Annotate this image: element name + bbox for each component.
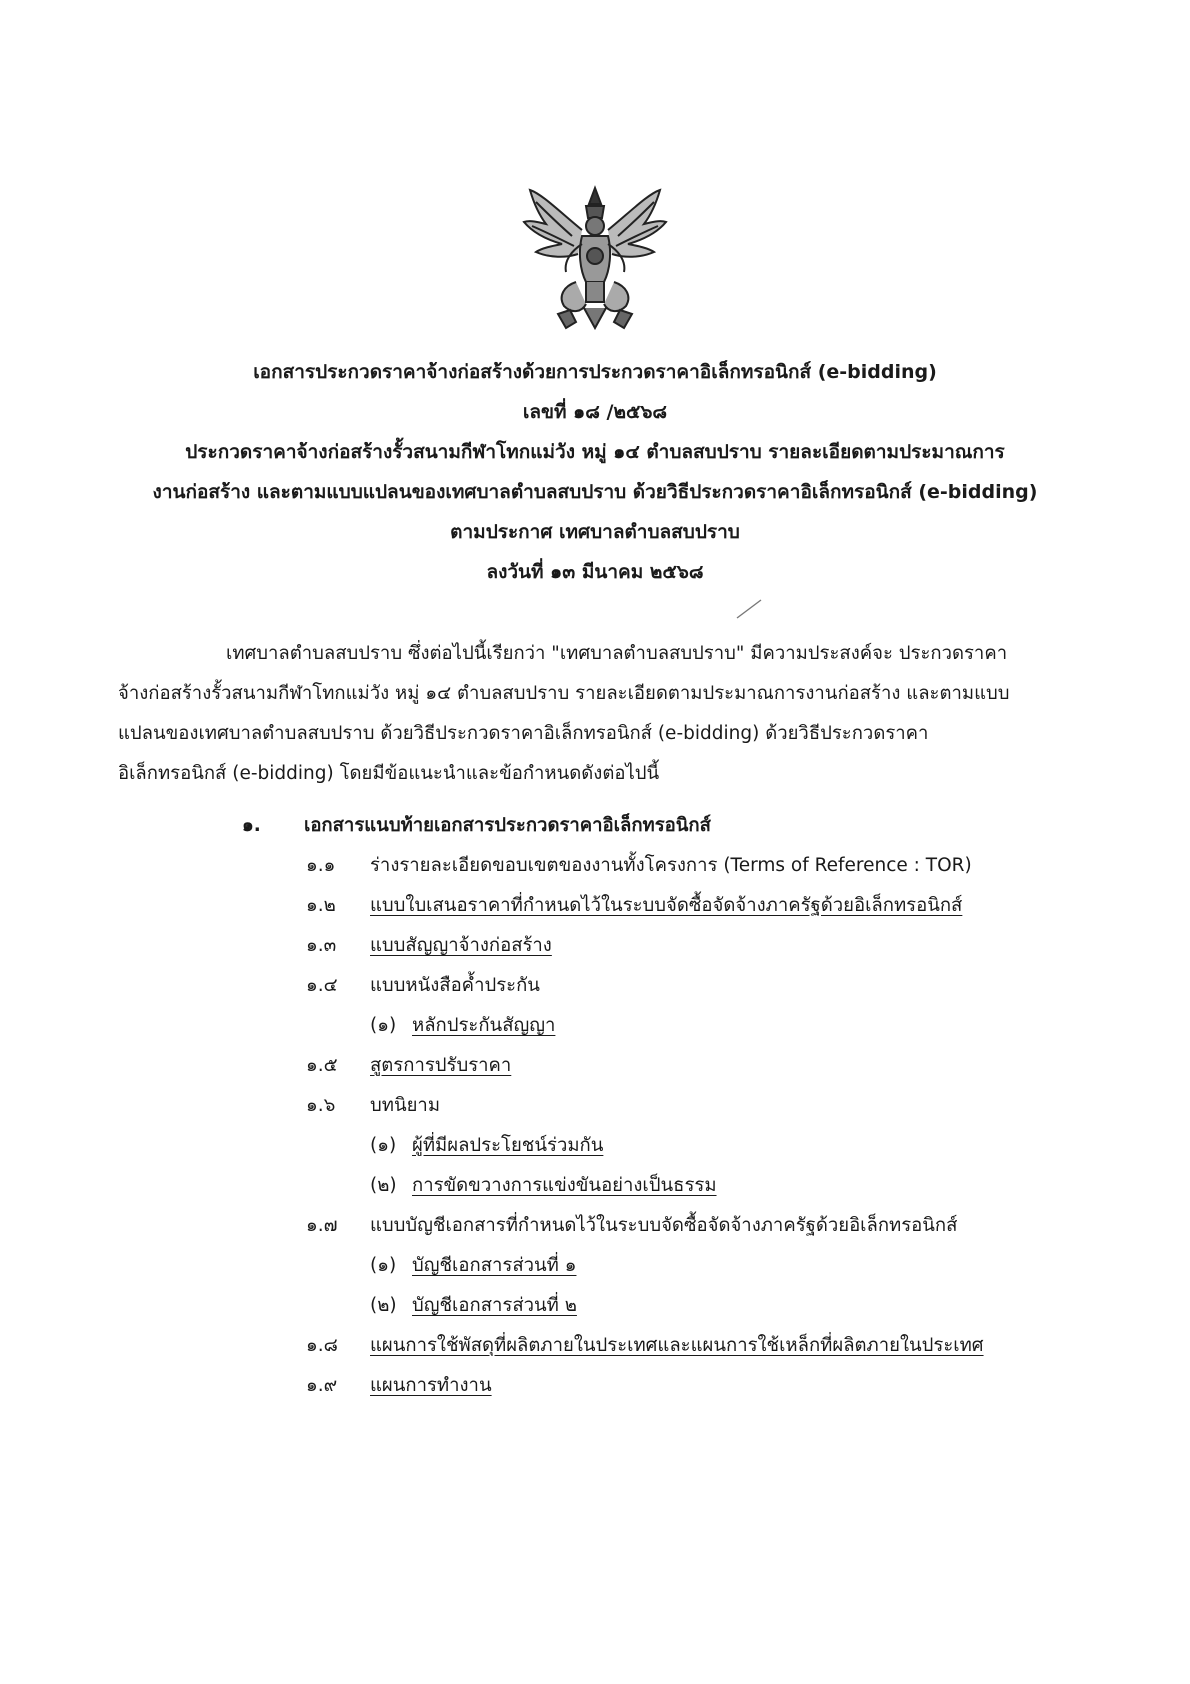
list-item-text: แบบหนังสือค้ำประกัน (370, 975, 540, 996)
list-item: ๑.๘ แผนการใช้พัสดุที่ผลิตภายในประเทศและแผนการใช้เหล็กที่ผลิตภายในประเทศ (306, 1335, 984, 1356)
list-item: ๑.๕ สูตรการปรับราคา (306, 1055, 512, 1076)
list-item-text: แบบบัญชีเอกสารที่กำหนดไว้ในระบบจัดซื้อจัดจ้างภาครัฐด้วยอิเล็กทรอนิกส์ (370, 1215, 958, 1236)
list-item-link[interactable]: หลักประกันสัญญา (412, 1015, 556, 1036)
section-1-number: ๑. (242, 815, 261, 836)
project-title-line-2: งานก่อสร้าง และตามแบบแปลนของเทศบาลตำบลสบปราบ ด้วยวิธีประกวดราคาอิเล็กทรอนิกส์ (e-bidding) (152, 481, 1038, 503)
list-item: ๑.๙ แผนการทำงาน (306, 1375, 492, 1396)
list-item: ๑.๒ แบบใบเสนอราคาที่กำหนดไว้ในระบบจัดซื้อจัดจ้างภาครัฐด้วยอิเล็กทรอนิกส์ (306, 895, 963, 916)
list-item: ๑.๔ แบบหนังสือค้ำประกัน (306, 975, 540, 996)
list-item-link[interactable]: สูตรการปรับราคา (370, 1055, 512, 1076)
list-item-link[interactable]: บัญชีเอกสารส่วนที่ ๒ (412, 1295, 577, 1316)
garuda-emblem-icon (520, 182, 670, 332)
document-number: เลขที่ ๑๘ /๒๕๖๘ (522, 401, 668, 423)
list-item-text: ร่างรายละเอียดขอบเขตของงานทั้งโครงการ (Terms of Reference : TOR) (370, 855, 972, 876)
announcement-reference: ตามประกาศ เทศบาลตำบลสบปราบ (450, 521, 740, 543)
list-subitem: (๑) ผู้ที่มีผลประโยชน์ร่วมกัน (370, 1135, 604, 1156)
intro-line-4: อิเล็กทรอนิกส์ (e-bidding) โดยมีข้อแนะนำและข้อกำหนดดังต่อไปนี้ (118, 763, 660, 784)
list-item: ๑.๑ ร่างรายละเอียดขอบเขตของงานทั้งโครงการ (Terms of Reference : TOR) (306, 855, 972, 876)
section-1-title: เอกสารแนบท้ายเอกสารประกวดราคาอิเล็กทรอนิกส์ (304, 815, 711, 836)
list-subitem: (๒) บัญชีเอกสารส่วนที่ ๒ (370, 1295, 577, 1316)
list-item-link[interactable]: การขัดขวางการแข่งขันอย่างเป็นธรรม (412, 1175, 717, 1196)
intro-line-3: แปลนของเทศบาลตำบลสบปราบ ด้วยวิธีประกวดราคาอิเล็กทรอนิกส์ (e-bidding) ด้วยวิธีประกวดราคา (118, 723, 929, 744)
list-subitem: (๑) บัญชีเอกสารส่วนที่ ๑ (370, 1255, 577, 1276)
document-title: เอกสารประกวดราคาจ้างก่อสร้างด้วยการประกวดราคาอิเล็กทรอนิกส์ (e-bidding) (253, 361, 937, 383)
section-1-heading (242, 806, 711, 846)
list-item: ๑.๗ แบบบัญชีเอกสารที่กำหนดไว้ในระบบจัดซื้อจัดจ้างภาครัฐด้วยอิเล็กทรอนิกส์ (306, 1215, 958, 1236)
project-title-line-1: ประกวดราคาจ้างก่อสร้างรั้วสนามกีฬาโทกแม่วัง หมู่ ๑๔ ตำบลสบปราบ รายละเอียดตามประมาณการ (185, 441, 1005, 463)
list-item: ๑.๓ แบบสัญญาจ้างก่อสร้าง (306, 935, 552, 956)
list-item-link[interactable]: แผนการใช้พัสดุที่ผลิตภายในประเทศและแผนการใช้เหล็กที่ผลิตภายในประเทศ (370, 1335, 984, 1356)
list-item-link[interactable]: ผู้ที่มีผลประโยชน์ร่วมกัน (412, 1135, 604, 1156)
intro-line-2: จ้างก่อสร้างรั้วสนามกีฬาโทกแม่วัง หมู่ ๑๔ ตำบลสบปราบ รายละเอียดตามประมาณการงานก่อสร้าง และตามแบบ (118, 683, 1010, 704)
list-item-text: บทนิยาม (370, 1095, 441, 1116)
list-item-link[interactable]: แผนการทำงาน (370, 1375, 492, 1396)
document-header (100, 352, 1090, 592)
intro-paragraph (118, 634, 1078, 794)
list-subitem: (๑) หลักประกันสัญญา (370, 1015, 556, 1036)
list-item: ๑.๖ บทนิยาม (306, 1095, 441, 1116)
pen-tick-mark-icon (735, 598, 763, 620)
list-item-link[interactable]: บัญชีเอกสารส่วนที่ ๑ (412, 1255, 577, 1276)
list-item-link[interactable]: แบบใบเสนอราคาที่กำหนดไว้ในระบบจัดซื้อจัดจ้างภาครัฐด้วยอิเล็กทรอนิกส์ (370, 895, 963, 916)
list-subitem: (๒) การขัดขวางการแข่งขันอย่างเป็นธรรม (370, 1175, 717, 1196)
intro-line-1: เทศบาลตำบลสบปราบ ซึ่งต่อไปนี้เรียกว่า "เทศบาลตำบลสบปราบ" มีความประสงค์จะ ประกวดราคา (226, 643, 1008, 664)
list-item-link[interactable]: แบบสัญญาจ้างก่อสร้าง (370, 935, 552, 956)
document-date: ลงวันที่ ๑๓ มีนาคม ๒๕๖๘ (486, 561, 704, 583)
